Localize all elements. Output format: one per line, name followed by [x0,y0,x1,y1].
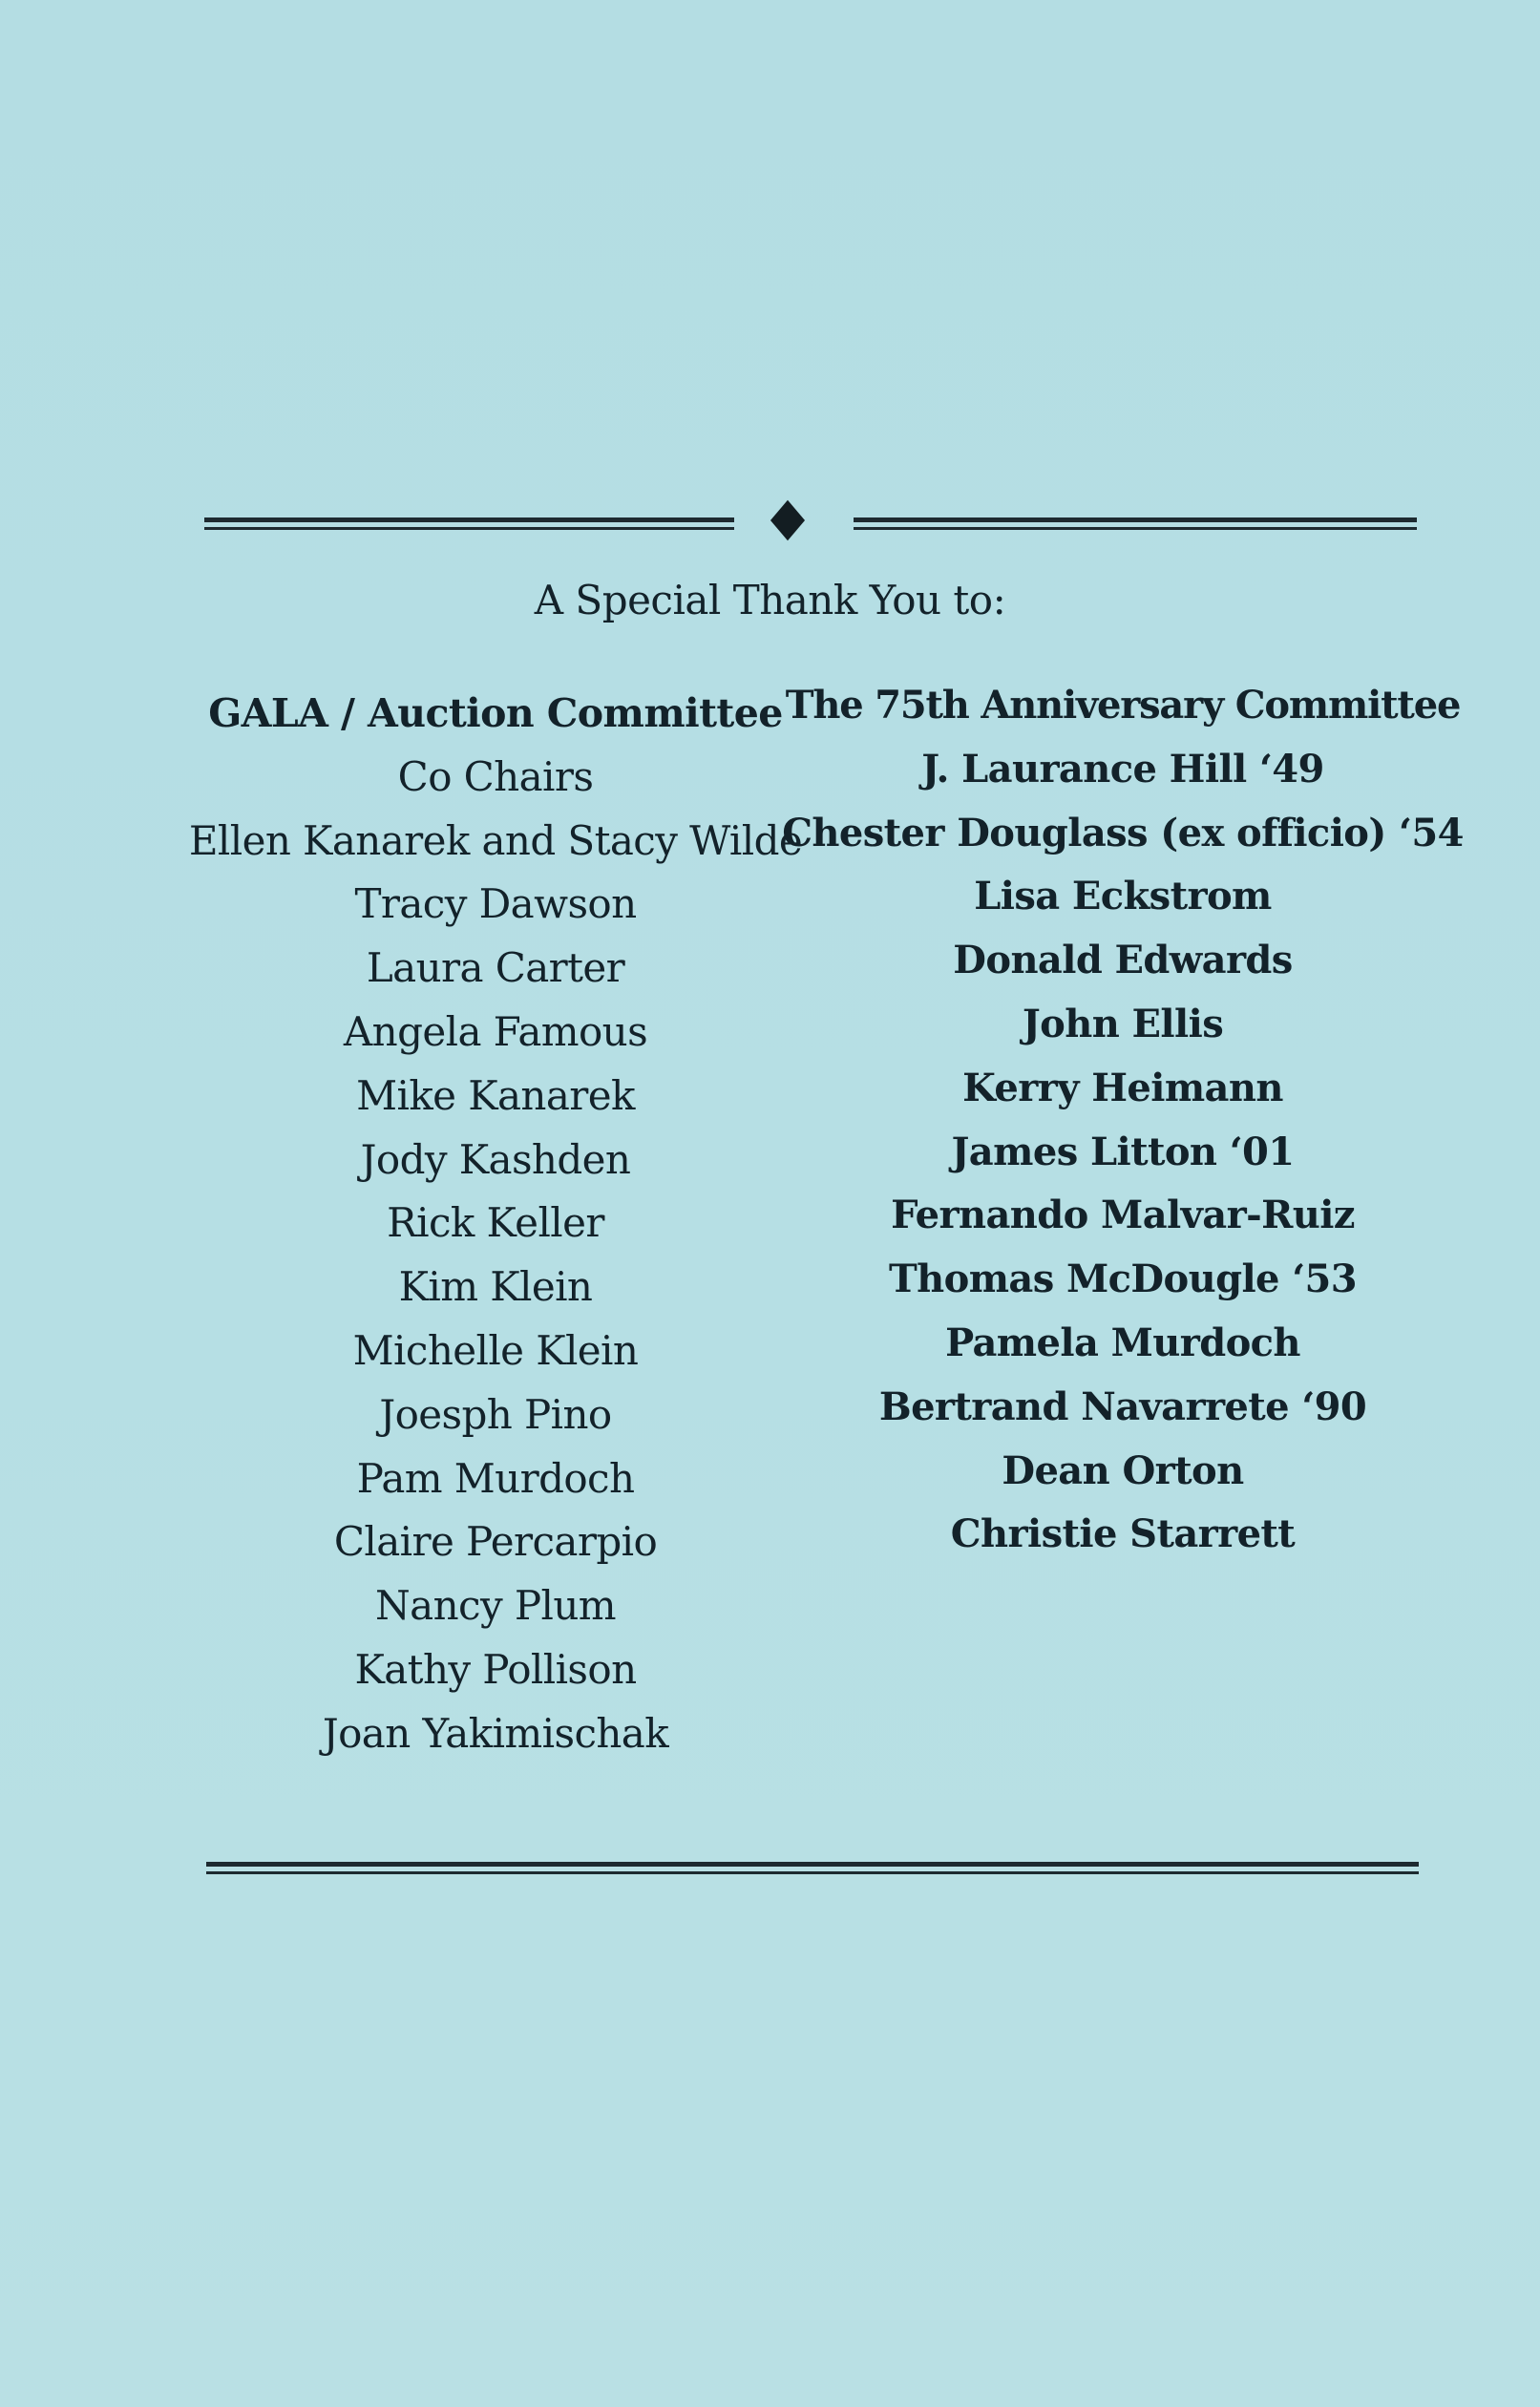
list-item: Dean Orton [1002,1447,1244,1493]
list-item: Christie Starrett [950,1511,1296,1557]
list-item: Mike Kanarek [356,1071,635,1119]
list-item: John Ellis [1022,1001,1224,1046]
top-ornament-rule [204,506,1417,544]
list-item: Bertrand Navarrete ‘90 [878,1383,1367,1429]
list-item: Kim Klein [398,1263,593,1311]
list-item: Ellen Kanarek and Stacy Wilde [188,816,803,864]
anniversary-committee-column [782,674,1464,1567]
list-item: Laura Carter [366,944,625,992]
anniversary-committee-title: The 75th Anniversary Committee [785,683,1461,728]
list-item: Donald Edwards [953,938,1293,983]
list-item: Michelle Klein [352,1326,639,1374]
list-item: Chester Douglass (ex officio) ‘54 [782,810,1464,855]
diamond-ornament-icon [770,500,805,540]
page-heading: A Special Thank You to: [534,577,1006,623]
list-item: Claire Percarpio [333,1518,658,1566]
gala-committee-column [188,682,803,1766]
list-item: Fernando Malvar-Ruiz [891,1193,1355,1238]
list-item: Joan Yakimischak [322,1709,669,1757]
list-item: Tracy Dawson [354,880,637,928]
bottom-rule [206,1862,1419,1874]
list-item: Co Chairs [397,752,594,800]
list-item: Kathy Pollison [354,1645,637,1693]
list-item: J. Laurance Hill ‘49 [921,746,1324,792]
rule-left-segment [204,517,734,530]
list-item: James Litton ‘01 [951,1129,1295,1174]
list-item: Pam Murdoch [356,1454,635,1502]
list-item: Kerry Heimann [962,1065,1283,1110]
list-item: Nancy Plum [374,1582,616,1630]
list-item: Lisa Eckstrom [974,874,1272,919]
rule-right-segment [854,517,1417,530]
list-item: Jody Kashden [360,1135,631,1183]
list-item: Joesph Pino [379,1390,612,1438]
list-item: Thomas McDougle ‘53 [888,1256,1358,1302]
list-item: Pamela Murdoch [945,1320,1300,1365]
list-item: Rick Keller [387,1199,604,1247]
list-item: Angela Famous [343,1007,648,1055]
gala-committee-title: GALA / Auction Committee [208,690,783,736]
